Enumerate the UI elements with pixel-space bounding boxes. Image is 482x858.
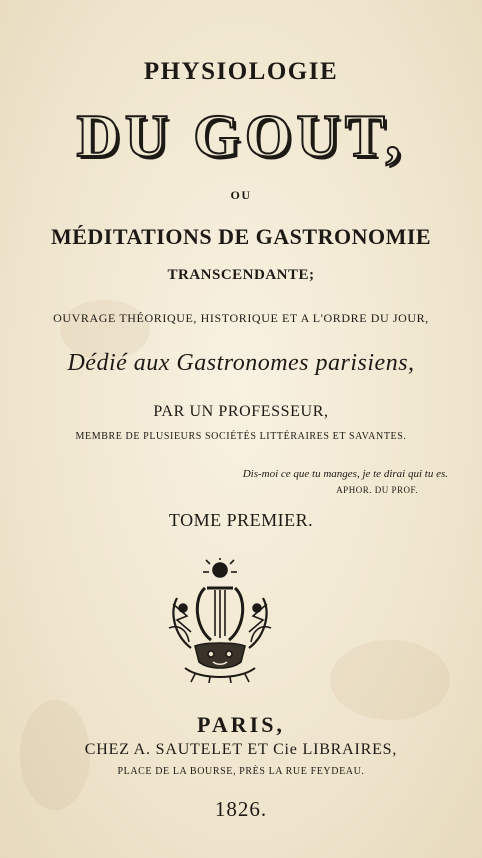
volume-label: TOME PREMIER. bbox=[168, 510, 314, 530]
imprint-city: PARIS, bbox=[197, 712, 285, 737]
subtitle-transcendante: TRANSCENDANTE; bbox=[167, 267, 315, 283]
title-line-du-gout: DU GOUT, bbox=[76, 103, 406, 169]
author-line: PAR UN PROFESSEUR, bbox=[153, 403, 329, 420]
author-description: MEMBRE DE PLUSIEURS SOCIÉTÉS LITTÉRAIRES ET SAVANTES. bbox=[75, 431, 407, 442]
foxing-stain bbox=[330, 640, 450, 720]
imprint-publisher: CHEZ A. SAUTELET ET Cie LIBRAIRES, bbox=[84, 741, 398, 758]
title-line-physiologie: PHYSIOLOGIE bbox=[143, 58, 339, 85]
subtitle-ouvrage: OUVRAGE THÉORIQUE, HISTORIQUE ET A L'ORDRE DU JOUR, bbox=[53, 311, 429, 325]
epigraph-quote: Dis-moi ce que tu manges, je te dirai qui tu es. bbox=[242, 468, 448, 480]
dedication-line: Dédié aux Gastronomes parisiens, bbox=[67, 350, 415, 376]
subtitle-meditations: MÉDITATIONS DE GASTRONOMIE bbox=[50, 224, 432, 249]
imprint-year: 1826. bbox=[214, 797, 268, 821]
epigraph-attribution: APHOR. DU PROF. bbox=[336, 485, 418, 495]
imprint-address: PLACE DE LA BOURSE, PRÈS LA RUE FEYDEAU. bbox=[117, 766, 365, 777]
lyre-ornament-icon bbox=[165, 558, 275, 683]
title-connector-ou: OU bbox=[230, 188, 252, 202]
